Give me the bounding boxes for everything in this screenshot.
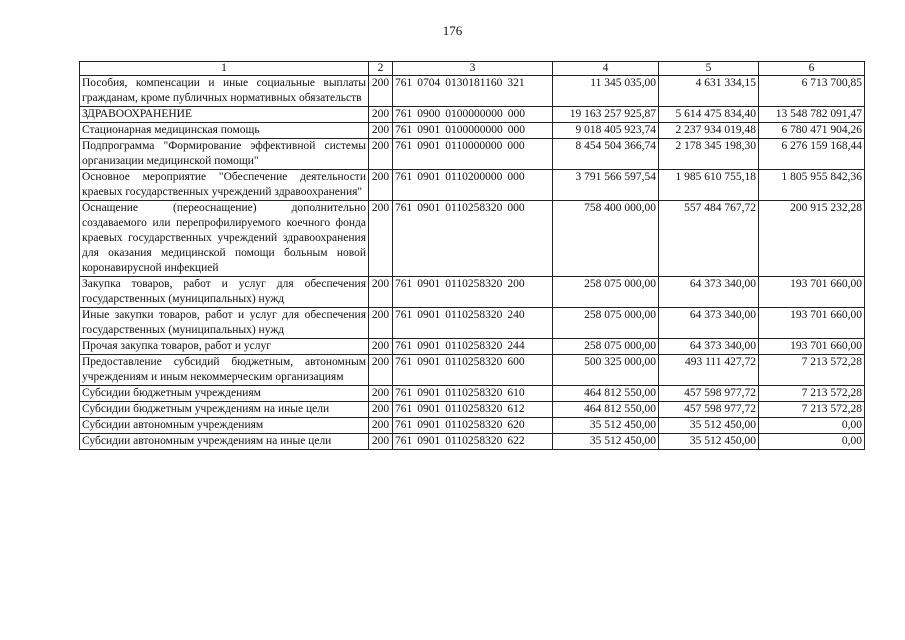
code-expense-type: 240 [507,309,525,321]
row-remaining-amount: 0,00 [759,418,865,434]
table-row [80,123,865,139]
row-remaining-amount: 0,00 [759,434,865,450]
code-section: 0901 [417,171,441,183]
row-executed-amount: 1 985 610 755,18 [659,170,759,201]
code-department: 761 [395,419,413,431]
code-department: 761 [395,77,413,89]
row-approved-amount: 35 512 450,00 [553,434,659,450]
row-name: Оснащение (переоснащение) дополнительно создаваемого или перепрофилируемого коечного фонда краевых государственных учреждений здравоохранения для оказания медицинской помощи больным новой коронавирусной инфекцией [80,201,369,277]
table-row [80,386,865,402]
row-approved-amount: 35 512 450,00 [553,418,659,434]
row-admin-code: 200 [369,123,393,139]
row-executed-amount: 5 614 475 834,40 [659,107,759,123]
row-budget-code [393,76,553,107]
row-executed-amount: 457 598 977,72 [659,402,759,418]
code-department: 761 [395,356,413,368]
row-admin-code: 200 [369,386,393,402]
row-budget-code [393,170,553,201]
row-approved-amount: 258 075 000,00 [553,308,659,339]
column-header-4: 4 [553,62,659,76]
column-header-6: 6 [759,62,865,76]
row-executed-amount: 557 484 767,72 [659,201,759,277]
table-row [80,107,865,123]
row-name: Субсидии бюджетным учреждениям на иные цели [80,402,369,418]
code-section: 0901 [417,340,441,352]
code-section: 0901 [417,419,441,431]
row-name: Основное мероприятие "Обеспечение деятельности краевых государственных учреждений здравоохранения" [80,170,369,201]
code-expense-type: 000 [507,108,525,120]
row-admin-code: 200 [369,355,393,386]
page-number: 176 [442,23,463,38]
row-admin-code: 200 [369,308,393,339]
code-department: 761 [395,403,413,415]
row-executed-amount: 35 512 450,00 [659,434,759,450]
row-name: Подпрограмма "Формирование эффективной системы организации медицинской помощи" [80,139,369,170]
table-row [80,308,865,339]
row-name: Субсидии автономным учреждениям [80,418,369,434]
row-admin-code: 200 [369,170,393,201]
code-expense-type: 000 [507,202,525,214]
table-row [80,277,865,308]
table-row [80,339,865,355]
table-row [80,402,865,418]
code-department: 761 [395,309,413,321]
row-name: ЗДРАВООХРАНЕНИЕ [80,107,369,123]
code-expense-type: 600 [507,356,525,368]
code-target-item: 0110258320 [445,340,503,352]
code-section: 0900 [417,108,441,120]
row-admin-code: 200 [369,201,393,277]
row-remaining-amount: 7 213 572,28 [759,386,865,402]
row-admin-code: 200 [369,434,393,450]
row-name: Иные закупки товаров, работ и услуг для обеспечения государственных (муниципальных) нужд [80,308,369,339]
code-section: 0901 [417,140,441,152]
row-remaining-amount: 13 548 782 091,47 [759,107,865,123]
code-expense-type: 620 [507,419,525,431]
code-target-item: 0100000000 [445,108,503,120]
row-admin-code: 200 [369,402,393,418]
code-department: 761 [395,340,413,352]
row-budget-code [393,107,553,123]
row-budget-code [393,402,553,418]
code-section: 0901 [417,202,441,214]
column-header-1: 1 [80,62,369,76]
code-department: 761 [395,278,413,290]
row-admin-code: 200 [369,277,393,308]
code-department: 761 [395,108,413,120]
row-budget-code [393,308,553,339]
row-executed-amount: 2 237 934 019,48 [659,123,759,139]
row-remaining-amount: 6 780 471 904,26 [759,123,865,139]
row-approved-amount: 9 018 405 923,74 [553,123,659,139]
code-section: 0901 [417,403,441,415]
table-row [80,355,865,386]
row-name: Предоставление субсидий бюджетным, автономным учреждениям и иным некоммерческим организациям [80,355,369,386]
code-target-item: 0110200000 [445,171,503,183]
row-budget-code [393,277,553,308]
code-expense-type: 244 [507,340,525,352]
code-department: 761 [395,140,413,152]
row-remaining-amount: 7 213 572,28 [759,355,865,386]
code-target-item: 0100000000 [445,124,503,136]
code-department: 761 [395,387,413,399]
row-approved-amount: 19 163 257 925,87 [553,107,659,123]
row-approved-amount: 258 075 000,00 [553,277,659,308]
code-expense-type: 321 [507,77,525,89]
code-section: 0704 [417,77,441,89]
table-row [80,434,865,450]
row-executed-amount: 64 373 340,00 [659,339,759,355]
row-budget-code [393,355,553,386]
code-expense-type: 000 [507,171,525,183]
code-target-item: 0110258320 [445,278,503,290]
row-remaining-amount: 193 701 660,00 [759,308,865,339]
row-approved-amount: 464 812 550,00 [553,386,659,402]
row-approved-amount: 758 400 000,00 [553,201,659,277]
row-approved-amount: 8 454 504 366,74 [553,139,659,170]
code-target-item: 0130181160 [445,77,503,89]
row-admin-code: 200 [369,339,393,355]
row-name: Стационарная медицинская помощь [80,123,369,139]
row-name: Субсидии автономным учреждениям на иные цели [80,434,369,450]
code-target-item: 0110258320 [445,403,503,415]
row-budget-code [393,339,553,355]
row-name: Закупка товаров, работ и услуг для обеспечения государственных (муниципальных) нужд [80,277,369,308]
code-target-item: 0110258320 [445,309,503,321]
table-row [80,139,865,170]
row-remaining-amount: 6 713 700,85 [759,76,865,107]
table-row [80,418,865,434]
row-budget-code [393,434,553,450]
column-header-2: 2 [369,62,393,76]
row-budget-code [393,386,553,402]
row-approved-amount: 464 812 550,00 [553,402,659,418]
code-target-item: 0110258320 [445,435,503,447]
row-budget-code [393,201,553,277]
code-target-item: 0110258320 [445,356,503,368]
code-section: 0901 [417,356,441,368]
code-section: 0901 [417,387,441,399]
row-admin-code: 200 [369,76,393,107]
row-executed-amount: 457 598 977,72 [659,386,759,402]
code-section: 0901 [417,278,441,290]
code-department: 761 [395,435,413,447]
row-budget-code [393,139,553,170]
code-expense-type: 000 [507,124,525,136]
table-body [80,76,865,450]
code-section: 0901 [417,124,441,136]
code-target-item: 0110258320 [445,419,503,431]
row-executed-amount: 4 631 334,15 [659,76,759,107]
code-expense-type: 000 [507,140,525,152]
row-name: Прочая закупка товаров, работ и услуг [80,339,369,355]
code-expense-type: 200 [507,278,525,290]
code-expense-type: 610 [507,387,525,399]
row-remaining-amount: 7 213 572,28 [759,402,865,418]
row-remaining-amount: 1 805 955 842,36 [759,170,865,201]
row-executed-amount: 64 373 340,00 [659,308,759,339]
code-target-item: 0110258320 [445,387,503,399]
row-executed-amount: 64 373 340,00 [659,277,759,308]
code-target-item: 0110000000 [445,140,503,152]
row-executed-amount: 493 111 427,72 [659,355,759,386]
code-expense-type: 612 [507,403,525,415]
column-header-3: 3 [393,62,553,76]
row-budget-code [393,123,553,139]
row-approved-amount: 500 325 000,00 [553,355,659,386]
row-executed-amount: 35 512 450,00 [659,418,759,434]
row-remaining-amount: 200 915 232,28 [759,201,865,277]
code-department: 761 [395,124,413,136]
row-remaining-amount: 193 701 660,00 [759,277,865,308]
code-expense-type: 622 [507,435,525,447]
row-remaining-amount: 6 276 159 168,44 [759,139,865,170]
row-approved-amount: 258 075 000,00 [553,339,659,355]
row-admin-code: 200 [369,107,393,123]
row-name: Пособия, компенсации и иные социальные выплаты гражданам, кроме публичных нормативных обязательств [80,76,369,107]
row-admin-code: 200 [369,139,393,170]
row-name: Субсидии бюджетным учреждениям [80,386,369,402]
table-row [80,201,865,277]
budget-table [79,61,865,450]
code-department: 761 [395,171,413,183]
row-executed-amount: 2 178 345 198,30 [659,139,759,170]
code-department: 761 [395,202,413,214]
code-section: 0901 [417,435,441,447]
column-header-5: 5 [659,62,759,76]
code-section: 0901 [417,309,441,321]
row-admin-code: 200 [369,418,393,434]
row-approved-amount: 3 791 566 597,54 [553,170,659,201]
code-target-item: 0110258320 [445,202,503,214]
row-budget-code [393,418,553,434]
table-row [80,170,865,201]
header-row [80,62,865,76]
row-remaining-amount: 193 701 660,00 [759,339,865,355]
row-approved-amount: 11 345 035,00 [553,76,659,107]
table-row [80,76,865,107]
